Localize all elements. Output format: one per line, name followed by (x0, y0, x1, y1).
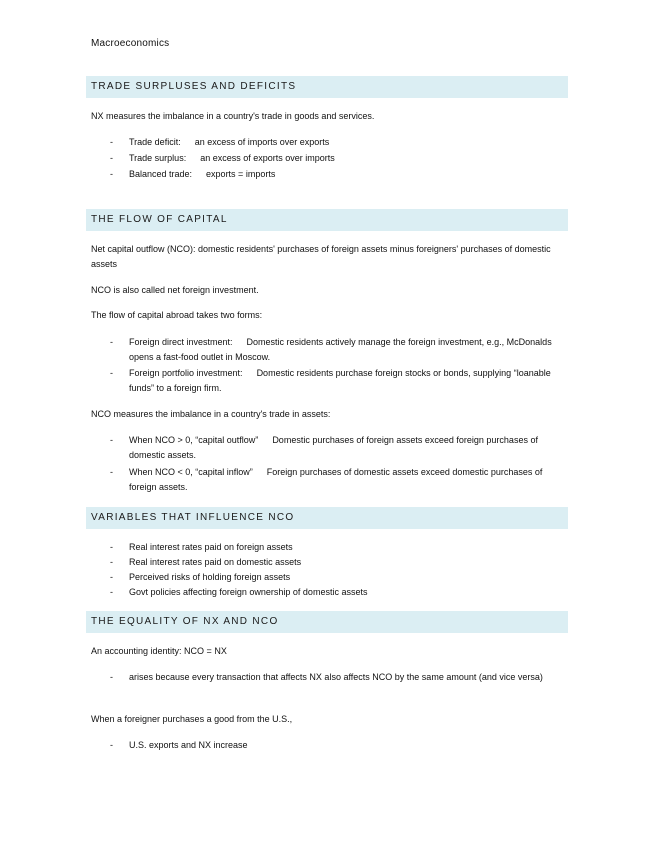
bullet-text: exports = imports (206, 169, 276, 179)
section-heading-capital: THE FLOW OF CAPITAL (86, 209, 568, 231)
paragraph-nx-intro: NX measures the imbalance in a country's trade in goods and services. (91, 111, 375, 121)
bullet-text: Govt policies affecting foreign ownership of domestic assets (129, 587, 368, 597)
paragraph-capital-forms: The flow of capital abroad takes two forms: (91, 310, 263, 320)
bullet-term: When NCO > 0, “capital outflow” (129, 435, 259, 445)
bullet-dash: - (110, 435, 113, 445)
bullet-term: Trade surplus: (129, 153, 187, 163)
bullet-dash: - (110, 137, 113, 147)
bullet-term: Balanced trade: (129, 169, 193, 179)
bullet-dash: - (110, 153, 113, 163)
bullet-text: an excess of imports over exports (194, 137, 330, 147)
bullet-text: Foreign purchases of domestic assets exceed domestic purchases of foreign assets. (129, 467, 543, 492)
bullet-term: Foreign portfolio investment: (129, 368, 243, 378)
section-heading-variables: VARIABLES THAT INFLUENCE NCO (86, 507, 568, 529)
paragraph-nco-alias: NCO is also called net foreign investment. (91, 285, 259, 295)
bullet-text: U.S. exports and NX increase (129, 740, 248, 750)
bullet-dash: - (110, 557, 113, 567)
bullet-term: Foreign direct investment: (129, 337, 233, 347)
bullet-term: Trade deficit: (129, 137, 181, 147)
bullet-text: Perceived risks of holding foreign assets (129, 572, 291, 582)
paragraph-nco-definition: Net capital outflow (NCO): domestic residents' purchases of foreign assets minus foreigners' purchases of domestic assets (91, 244, 551, 269)
bullet-dash: - (110, 368, 113, 378)
bullet-dash: - (110, 572, 113, 582)
section-heading-trade: TRADE SURPLUSES AND DEFICITS (86, 76, 568, 98)
paragraph-nco-imbalance: NCO measures the imbalance in a country's trade in assets: (91, 409, 331, 419)
paragraph-foreigner-purchase: When a foreigner purchases a good from the U.S., (91, 714, 293, 724)
bullet-dash: - (110, 337, 113, 347)
bullet-dash: - (110, 672, 113, 682)
bullet-dash: - (110, 740, 113, 750)
bullet-dash: - (110, 467, 113, 477)
bullet-text: an excess of exports over imports (200, 153, 335, 163)
bullet-text: Real interest rates paid on foreign assets (129, 542, 293, 552)
bullet-text: Domestic residents purchase foreign stocks or bonds, supplying “loanable funds” to a foreign firm. (129, 368, 551, 393)
document-header: Macroeconomics (91, 38, 170, 49)
section-heading-equality: THE EQUALITY OF NX AND NCO (86, 611, 568, 633)
bullet-text: arises because every transaction that affects NX also affects NCO by the same amount (and vice versa) (129, 672, 543, 682)
bullet-dash: - (110, 169, 113, 179)
bullet-dash: - (110, 587, 113, 597)
bullet-text: Real interest rates paid on domestic assets (129, 557, 302, 567)
bullet-text: Domestic purchases of foreign assets exceed foreign purchases of domestic assets. (129, 435, 538, 460)
bullet-text: Domestic residents actively manage the foreign investment, e.g., McDonalds opens a fast-food outlet in Moscow. (129, 337, 552, 362)
bullet-dash: - (110, 542, 113, 552)
paragraph-accounting-identity: An accounting identity: NCO = NX (91, 646, 227, 656)
bullet-term: When NCO < 0, “capital inflow” (129, 467, 253, 477)
